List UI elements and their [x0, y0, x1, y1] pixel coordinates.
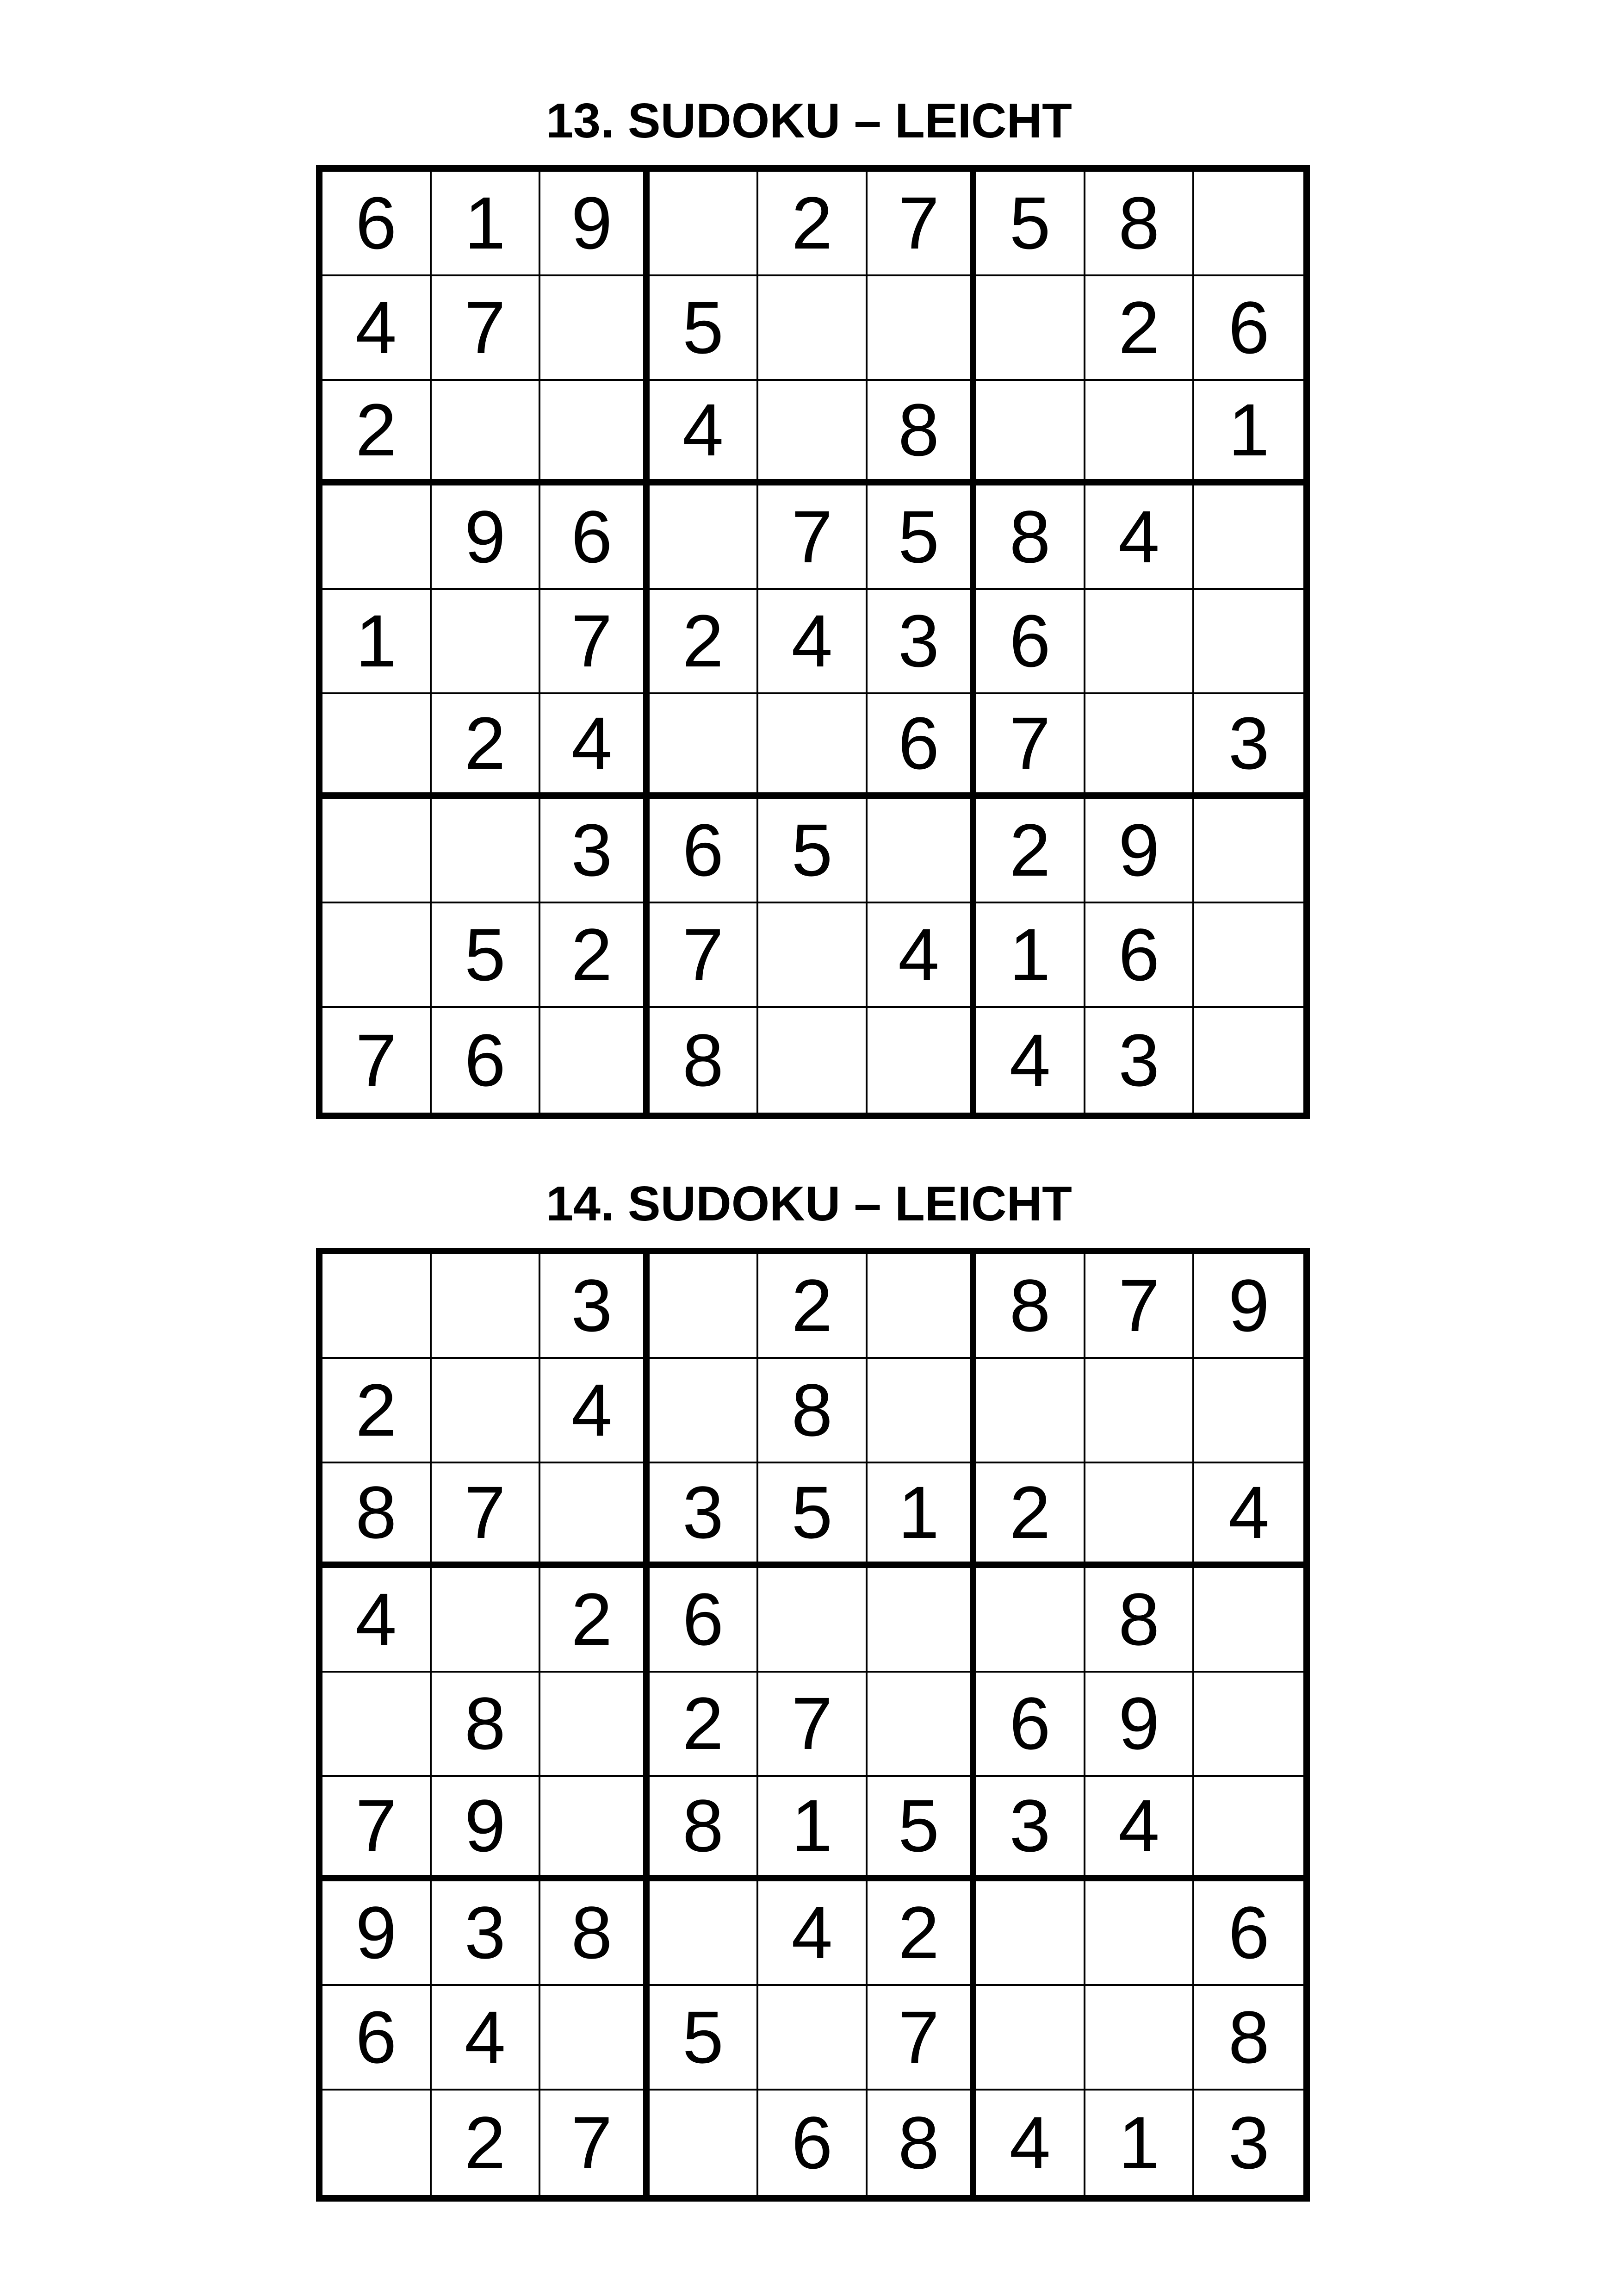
puzzle-title: 14. SUDOKU – LEICHT	[546, 1176, 1072, 1231]
sudoku-cell: 7	[868, 172, 977, 276]
sudoku-cell: 2	[758, 1254, 868, 1359]
sudoku-cell	[650, 1881, 759, 1986]
sudoku-cell: 3	[1085, 1008, 1195, 1113]
sudoku-cell: 9	[540, 172, 650, 276]
sudoku-cell: 3	[1228, 2101, 1270, 2184]
sudoku-cell: 7	[322, 1777, 432, 1881]
sudoku-cell: 8	[976, 1254, 1085, 1359]
sudoku-cell: 6	[1085, 903, 1195, 1008]
sudoku-cell: 6	[1194, 1881, 1303, 1986]
sudoku-cell	[976, 276, 1085, 381]
sudoku-cell: 4	[758, 1881, 868, 1986]
sudoku-cell	[758, 903, 868, 1008]
sudoku-cell: 3	[540, 799, 650, 903]
sudoku-cell: 4	[868, 903, 977, 1008]
sudoku-cell: 8	[540, 1881, 650, 1986]
sudoku-cell: 4	[540, 694, 650, 799]
sudoku-cell: 8	[1194, 1986, 1303, 2091]
sudoku-cell: 7	[540, 590, 650, 695]
sudoku-cell: 1	[1085, 2091, 1195, 2195]
sudoku-cell: 5	[758, 1463, 868, 1568]
sudoku-cell: 8	[868, 381, 977, 485]
sudoku-cell: 1	[976, 903, 1085, 1008]
sudoku-cell: 3	[540, 1254, 650, 1359]
sudoku-cell: 9	[432, 1777, 541, 1881]
sudoku-cell: 6	[322, 1986, 432, 2091]
sudoku-cell: 2	[322, 1359, 432, 1463]
sudoku-cell	[540, 1673, 650, 1777]
sudoku-cell: 9	[432, 485, 541, 590]
sudoku-cell	[758, 694, 868, 799]
sudoku-cell: 1	[758, 1777, 868, 1881]
sudoku-cell: 4	[432, 1986, 541, 2091]
sudoku-cell: 7	[758, 1673, 868, 1777]
sudoku-cell: 4	[1085, 485, 1195, 590]
sudoku-cell	[650, 485, 759, 590]
sudoku-cell	[322, 2091, 432, 2195]
sudoku-cell	[1085, 381, 1195, 485]
sudoku-cell: 9	[1194, 1254, 1303, 1359]
sudoku-cell: 5	[650, 276, 759, 381]
sudoku-cell	[322, 903, 432, 1008]
sudoku-cell: 4	[758, 590, 868, 695]
sudoku-cell: 4	[540, 1359, 650, 1463]
sudoku-cell: 7	[432, 1463, 541, 1568]
sudoku-cell	[868, 1673, 977, 1777]
sudoku-cell: 8	[432, 1673, 541, 1777]
sudoku-cell: 2	[976, 1463, 1085, 1568]
sudoku-cell: 1	[322, 590, 432, 695]
sudoku-cell	[1085, 1359, 1195, 1463]
sudoku-cell: 8	[322, 1463, 432, 1568]
puzzle-title: 13. SUDOKU – LEICHT	[546, 93, 1072, 148]
sudoku-cell: 8	[976, 485, 1085, 590]
sudoku-cell: 5	[976, 172, 1085, 276]
sudoku-cell	[976, 1881, 1085, 1986]
sudoku-cell: 6	[868, 694, 977, 799]
sudoku-cell	[1194, 172, 1303, 276]
sudoku-cell: 7	[868, 1986, 977, 2091]
sudoku-cell	[758, 1008, 868, 1113]
sudoku-cell: 2	[650, 1673, 759, 1777]
sudoku-cell	[1194, 485, 1303, 590]
sudoku-cell	[650, 172, 759, 276]
sudoku-cell: 5	[868, 485, 977, 590]
sudoku-grid	[316, 1248, 1310, 2202]
sudoku-cell: 6	[432, 1008, 541, 1113]
sudoku-cell: 5	[650, 1986, 759, 2091]
sudoku-cell: 4	[322, 1568, 432, 1673]
sudoku-cell	[432, 799, 541, 903]
sudoku-cell: 8	[1085, 1568, 1195, 1673]
sudoku-cell	[540, 1008, 650, 1113]
sudoku-cell	[1194, 1359, 1303, 1463]
sudoku-cell: 7	[432, 276, 541, 381]
sudoku-cell	[650, 694, 759, 799]
sudoku-cell	[432, 1359, 541, 1463]
sudoku-cell	[322, 1673, 432, 1777]
sudoku-cell	[758, 1986, 868, 2091]
sudoku-cell: 9	[322, 1881, 432, 1986]
sudoku-cell: 6	[976, 1673, 1085, 1777]
sudoku-cell	[976, 1986, 1085, 2091]
sudoku-cell	[868, 1008, 977, 1113]
sudoku-cell	[868, 276, 977, 381]
sudoku-cell	[540, 1463, 650, 1568]
sudoku-cell: 2	[1085, 276, 1195, 381]
sudoku-cell	[650, 2091, 759, 2195]
sudoku-cell	[540, 1986, 650, 2091]
sudoku-cell	[322, 1254, 432, 1359]
sudoku-cell	[322, 799, 432, 903]
sudoku-cell	[1194, 1673, 1303, 1777]
sudoku-cell: 8	[1085, 172, 1195, 276]
sudoku-cell: 4	[1194, 1463, 1303, 1568]
sudoku-cell	[1085, 590, 1195, 695]
sudoku-cell	[1085, 1463, 1195, 1568]
sudoku-cell: 3	[650, 1463, 759, 1568]
sudoku-cell	[650, 1359, 759, 1463]
sudoku-cell: 1	[1194, 381, 1303, 485]
sudoku-cell: 6	[650, 1568, 759, 1673]
sudoku-cell: 6	[650, 799, 759, 903]
sudoku-cell: 7	[322, 1008, 432, 1113]
sudoku-cell	[976, 381, 1085, 485]
sudoku-cell	[758, 381, 868, 485]
sudoku-cell: 4	[322, 276, 432, 381]
sudoku-cell	[1194, 590, 1303, 695]
sudoku-cell	[322, 485, 432, 590]
sudoku-cell: 3	[868, 590, 977, 695]
sudoku-cell: 6	[758, 2091, 868, 2195]
sudoku-cell: 4	[976, 1008, 1085, 1113]
sudoku-cell: 3	[1194, 694, 1303, 799]
sudoku-cell	[1085, 1881, 1195, 1986]
sudoku-cell: 6	[976, 590, 1085, 695]
sudoku-cell	[432, 590, 541, 695]
sudoku-cell: 6	[540, 485, 650, 590]
sudoku-cell: 7	[650, 903, 759, 1008]
sudoku-cell	[758, 1568, 868, 1673]
sudoku-cell: 8	[650, 1008, 759, 1113]
sudoku-cell: 2	[432, 2091, 541, 2195]
sudoku-cell	[976, 1359, 1085, 1463]
sudoku-cell: 4	[976, 2091, 1085, 2195]
sudoku-cell: 2	[322, 381, 432, 485]
sudoku-cell	[868, 799, 977, 903]
sudoku-cell: 5	[868, 1777, 977, 1881]
sudoku-cell: 2	[868, 1881, 977, 1986]
sudoku-cell: 5	[432, 903, 541, 1008]
sudoku-cell	[758, 276, 868, 381]
sudoku-cell: 4	[650, 381, 759, 485]
sudoku-cell: 6	[1194, 276, 1303, 381]
sudoku-cell: 1	[868, 1463, 977, 1568]
sudoku-cell: 1	[432, 172, 541, 276]
sudoku-cell: 4	[1085, 1777, 1195, 1881]
sudoku-cell	[1194, 1568, 1303, 1673]
sudoku-cell	[1194, 1008, 1303, 1113]
sudoku-cell	[1194, 903, 1303, 1008]
sudoku-cell: 7	[1085, 1254, 1195, 1359]
sudoku-cell	[540, 276, 650, 381]
sudoku-cell: 3	[432, 1881, 541, 1986]
sudoku-cell: 2	[976, 799, 1085, 903]
sudoku-cell	[1194, 1777, 1303, 1881]
sudoku-cell: 7	[976, 694, 1085, 799]
sudoku-cell: 2	[650, 590, 759, 695]
sudoku-cell	[432, 1568, 541, 1673]
sudoku-cell: 8	[758, 1359, 868, 1463]
sudoku-grid	[316, 165, 1310, 1119]
sudoku-cell	[540, 1777, 650, 1881]
sudoku-cell	[1194, 799, 1303, 903]
sudoku-cell: 2	[540, 1568, 650, 1673]
sudoku-cell	[868, 1568, 977, 1673]
sudoku-cell	[868, 1254, 977, 1359]
sudoku-cell	[540, 381, 650, 485]
sudoku-cell	[650, 1254, 759, 1359]
sudoku-cell: 8	[868, 2091, 977, 2195]
sudoku-cell: 2	[540, 903, 650, 1008]
sudoku-cell: 2	[758, 172, 868, 276]
sudoku-cell	[976, 1568, 1085, 1673]
sudoku-cell	[868, 1359, 977, 1463]
sudoku-cell: 7	[540, 2091, 650, 2195]
sudoku-cell	[432, 1254, 541, 1359]
sudoku-cell: 2	[432, 694, 541, 799]
sudoku-cell	[322, 694, 432, 799]
sudoku-cell: 5	[758, 799, 868, 903]
sudoku-cell: 9	[1085, 1673, 1195, 1777]
sudoku-cell: 8	[650, 1777, 759, 1881]
sudoku-cell	[432, 381, 541, 485]
sudoku-cell: 6	[322, 172, 432, 276]
sudoku-cell: 9	[1085, 799, 1195, 903]
sudoku-cell: 7	[758, 485, 868, 590]
sudoku-cell	[1085, 1986, 1195, 2091]
sudoku-cell: 3	[976, 1777, 1085, 1881]
sudoku-cell	[1085, 694, 1195, 799]
